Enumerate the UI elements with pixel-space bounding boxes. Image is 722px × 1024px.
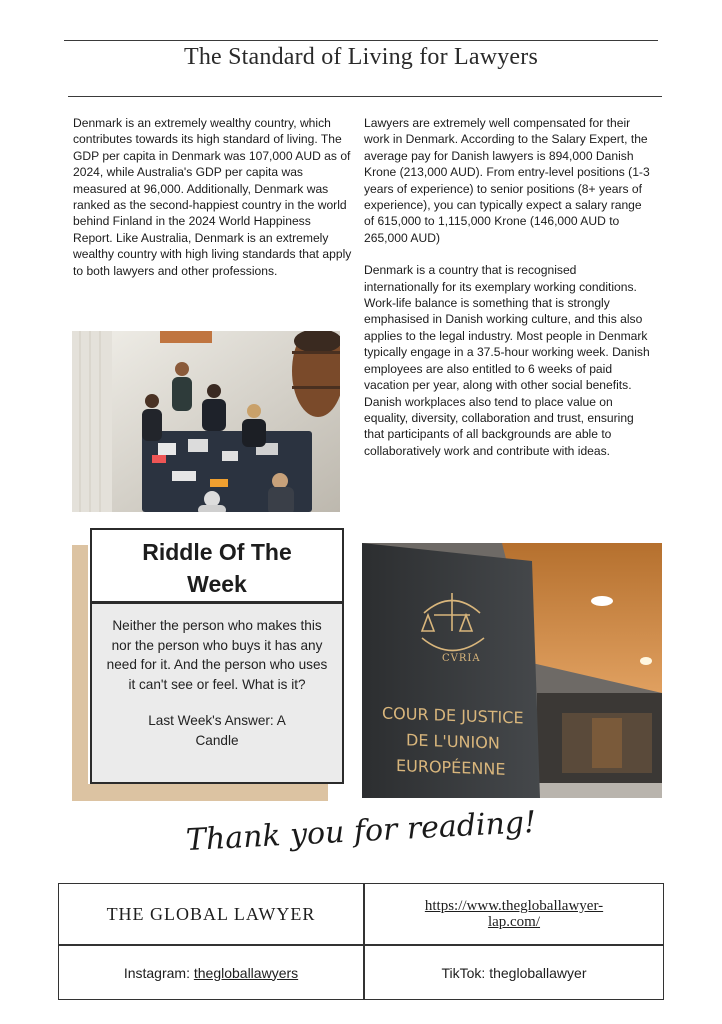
right-paragraph-salary: Lawyers are extremely well compensated for their work in Denmark. According to the Salary Expert, the average pay for Danish lawyers is 894,000 Danish Krone (213,000 AUD). From entry-level positions (1-3 years of experience) to senior positions (8+ years of experience), you can typically expect a salary range of 615,000 to 1,115,000 Krone (146,000 AUD to 265,000 AUD): [364, 116, 650, 245]
instagram-label: Instagram:: [123, 964, 194, 981]
footer-table: [58, 883, 664, 1000]
riddle-last-answer: Last Week's Answer: A Candle: [148, 713, 286, 748]
brand-name: THE GLOBAL LAWYER: [106, 903, 316, 924]
court-of-justice-photo: [362, 543, 662, 798]
riddle-question: Neither the person who makes this nor the person who buys it has any need for it. And the person who uses it can't see or feel. What is it?: [106, 618, 328, 692]
meeting-photo-illustration: [72, 331, 340, 512]
website-link[interactable]: https://www.thegloballawyer-lap.com/: [424, 898, 604, 930]
left-paragraph: Denmark is an extremely wealthy country, which contributes towards its high standard of living. The GDP per capita in Denmark was 107,000 AUD as of 2024, while Australia's GDP per capita was measured at 96,000. Additionally, Denmark was ranked as the second-happiest country in the world behind Finland in the 2024 World Happiness Report. Like Australia, Denmark is an extremely wealthy country with high living standards that apply to both lawyers and other professions.: [73, 116, 352, 278]
right-paragraph-conditions: Denmark is a country that is recognised internationally for its exemplary working conditions. Work-life balance is something that is strongly emphasised in Danish working culture, and this also applies to the legal industry. Most people in Denmark typically engage in a 37.5-hour working week. Danish employees are also entitled to 6 weeks of paid vacation per year, along with other social benefits. Danish workplaces also tend to place value on equality, diversity, collaboration and trust, ensuring that participants of all backgrounds are able to collaboratively work and contribute with ideas.: [364, 263, 650, 458]
tiktok-handle: TikTok: thegloballawyer: [441, 964, 587, 981]
top-rule: [64, 40, 658, 41]
thank-you-signature: Thank you for reading!: [185, 804, 537, 859]
left-column: [73, 115, 353, 279]
instagram-handle-link[interactable]: thegloballawyers: [193, 964, 299, 981]
sign-line-2: DE L'UNION: [406, 730, 500, 753]
riddle-body-box: [90, 602, 344, 784]
right-column: [364, 115, 650, 459]
footer-tiktok-cell: [364, 945, 664, 1000]
riddle-title-box: [90, 528, 344, 603]
footer-instagram-cell: [59, 945, 363, 1000]
court-emblem-text: CVRIA: [442, 653, 481, 664]
footer-website-cell: [364, 884, 664, 944]
meeting-photo: [72, 331, 340, 512]
sign-line-1: COUR DE JUSTICE: [382, 703, 524, 728]
court-sign-text: [382, 701, 524, 784]
page-title: The Standard of Living for Lawyers: [183, 44, 539, 70]
riddle-title: Riddle Of The Week: [142, 539, 292, 597]
footer-brand-cell: [59, 884, 363, 944]
sign-line-3: EUROPÉENNE: [396, 756, 506, 779]
title-underline: [68, 96, 662, 97]
